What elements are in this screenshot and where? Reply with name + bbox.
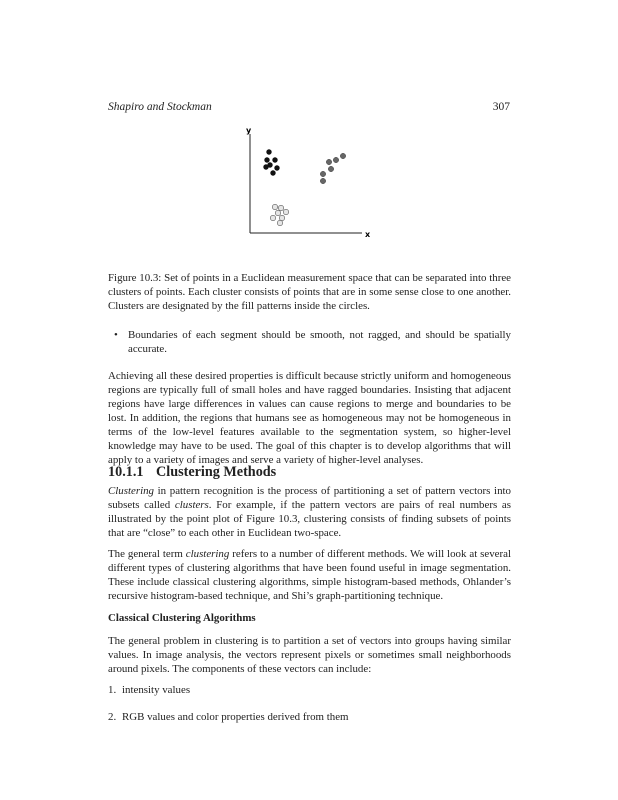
point [275,210,280,215]
y-axis-label: y [246,126,252,135]
paragraph-text: in pattern recognition is the process of partitioning a set of pattern vectors into subsets called [108,485,511,511]
point [270,170,275,175]
paragraph-text: . For example, if the pattern vectors are pairs of real numbers as illustrated by the point plot of Figure 10.3, clustering consists of finding subsets of points that are “close” to each other in Euclidean two-space. [108,499,511,539]
point [270,215,275,220]
paragraph-text: The general term [108,548,186,560]
point [266,149,271,154]
bullet-text: Boundaries of each segment should be smooth, not ragged, and should be spatially accurate. [128,329,511,355]
point [328,166,333,171]
bullet-item [110,328,511,356]
point [278,205,283,210]
term-clusters: clusters [174,499,209,511]
point [333,157,338,162]
scatter-plot-svg [240,122,390,242]
point [272,204,277,209]
paragraph-properties: Achieving all these desired properties is difficult because strictly uniform and homogeneous regions are typically full of small holes and have ragged boundaries. Insisting that adjacent regions have large differences in values can cause regions to merge and boundaries to be lost. In addition, the regions that humans see as homogeneous may not be homogeneous in terms of the low-level features available to the segmentation system, so higher-level knowledge may have to be used. The goal of this chapter is to develop algorithms that will apply to a variety of images and serve a variety of higher-level analyses. [108,370,511,466]
paragraph-clustering-methods [108,547,511,603]
x-axis-label: x [365,230,371,239]
point [326,159,331,164]
point [279,215,284,220]
point [320,171,325,176]
cluster-black [263,149,279,175]
section-title: Clustering Methods [156,464,277,480]
point [277,220,282,225]
bullet-marker: • [114,329,118,341]
page-number: 307 [492,101,510,113]
list-number: 1. [108,684,117,696]
list-text: intensity values [122,684,191,696]
point [320,178,325,183]
section-heading [108,464,276,481]
point [272,157,277,162]
point [264,157,269,162]
point [263,164,268,169]
list-number: 2. [108,711,117,723]
paragraph-text: refers to a number of different methods. We will look at several different types of clustering algorithms that have been found useful in image segmentation. These include classical clustering algorithms, simple histogram-based methods, Ohlander’s recursive histogram-based technique, and Shi’s graph-partitioning technique. [108,548,511,602]
list-text: RGB values and color properties derived from them [122,711,349,723]
point [274,165,279,170]
point [283,209,288,214]
point [340,153,345,158]
list-item [108,683,190,697]
paragraph-clustering-definition [108,484,511,540]
running-header-authors: Shapiro and Stockman [108,101,212,113]
cluster-dark-gray [320,153,345,183]
term-clustering: Clustering [108,485,154,497]
figure-caption: Figure 10.3: Set of points in a Euclidean measurement space that can be separated into three clusters of points. Each cluster consists of points that are in some sense close to one another. Clusters are designated by the fill patterns inside the circles. [108,272,511,312]
term-clustering: clustering [185,548,230,560]
paragraph-clustering-problem: The general problem in clustering is to partition a set of vectors into groups having similar values. In image analysis, the vectors represent pixels or sometimes small neighborhoods around pixels. The components of these vectors can include: [108,635,511,675]
cluster-light-gray [270,204,288,225]
list-item [108,710,349,724]
section-number: 10.1.1 [108,464,144,480]
subsection-heading: Classical Clustering Algorithms [108,612,256,624]
figure-10-3-scatter-plot [240,122,390,242]
